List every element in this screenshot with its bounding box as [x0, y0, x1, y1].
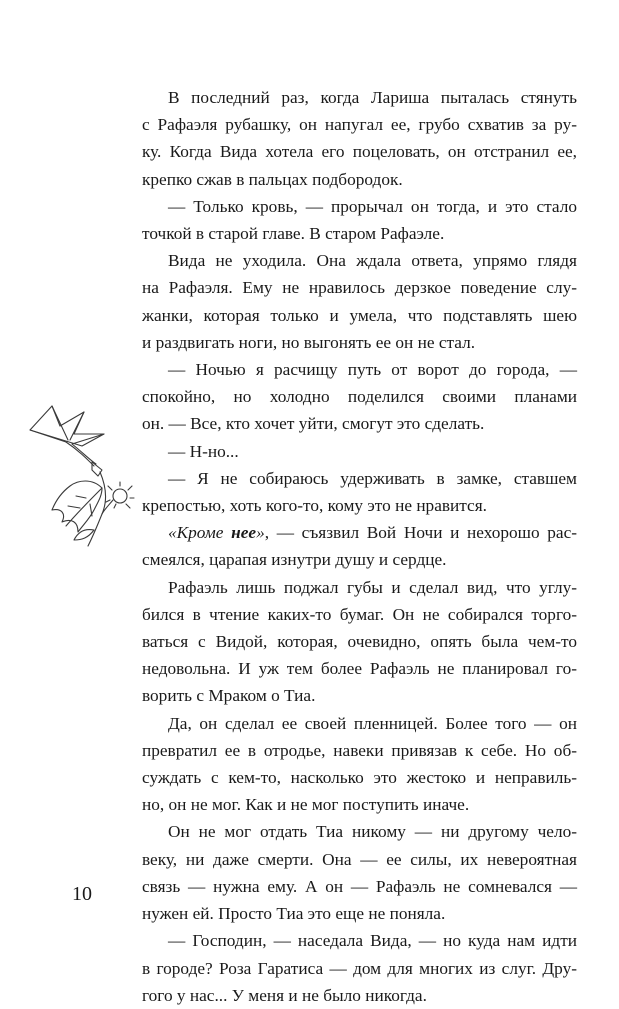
text-line: веку, ни даже смерти. Она — ее силы, их невероятная	[142, 849, 577, 869]
text-line-rest: , — съязвил Вой Ночи и нехорошо рас-	[264, 523, 578, 543]
text-line: гого у нас... У меня и не было никогда.	[142, 985, 427, 1005]
text-line: ворить с Мраком о Тиа.	[142, 686, 316, 706]
paragraph	[142, 465, 577, 519]
paragraph	[142, 818, 577, 927]
paragraph	[142, 247, 577, 356]
text-line: на Рафаэля. Ему не нравилось дерзкое поведение слу-	[142, 278, 577, 298]
text-line: — Только кровь, — прорычал он тогда, и это стало	[168, 196, 577, 216]
text-line: Он не мог отдать Тиа никому — ни другому чело-	[168, 822, 577, 842]
text-line: крепко сжав в пальцах подбородок.	[142, 169, 403, 189]
text-line: связь — нужна ему. А он — Рафаэль не сомневался —	[142, 876, 577, 896]
text-line: крепостью, хоть кого-то, кому это не нравится.	[142, 496, 487, 516]
text-line: ваться с Видой, которая, очевидно, опять была чем-то	[142, 632, 577, 652]
text-line: ку. Когда Вида хотела его поцеловать, он отстранил ее,	[142, 142, 577, 162]
text-line: Да, он сделал ее своей пленницей. Более того — он	[168, 713, 577, 733]
text-line: но, он не мог. Как и не мог поступить иначе.	[142, 795, 470, 815]
datura-flower-icon	[22, 400, 142, 550]
text-line: бился в чтение каких-то бумаг. Он не собирался торго-	[142, 604, 577, 624]
text-line: — Господин, — наседала Вида, — но куда нам идти	[168, 931, 577, 951]
text-line: спокойно, но холодно поделился своими планами	[142, 387, 577, 407]
text-line: нужен ей. Просто Тиа это еще не поняла.	[142, 904, 446, 924]
text-line: смеялся, царапая изнутри душу и сердце.	[142, 550, 447, 570]
text-line: и раздвигать ноги, но выгонять ее он не стал.	[142, 332, 476, 352]
emphasis-quote	[168, 523, 265, 542]
text-line: в городе? Роза Гаратиса — дом для многих из слуг. Дру-	[142, 958, 577, 978]
paragraph	[142, 519, 577, 573]
emphasis-close: »	[256, 523, 265, 543]
text-line: — Н-но...	[168, 441, 239, 461]
emphasis-open: «Кроме	[168, 523, 232, 543]
text-line: он. — Все, кто хочет уйти, смогут это сделать.	[142, 414, 485, 434]
paragraph	[142, 927, 577, 1009]
text-line	[142, 519, 577, 546]
page-number: 10	[72, 883, 92, 905]
paragraph	[142, 356, 577, 438]
paragraph	[142, 710, 577, 819]
emphasis-bold: нее	[231, 523, 257, 543]
paragraph	[142, 84, 577, 193]
text-line: — Я не собираюсь удерживать в замке, ставшем	[168, 468, 577, 488]
text-line: Рафаэль лишь поджал губы и сделал вид, что углу-	[168, 577, 577, 597]
paragraph	[142, 193, 577, 247]
text-line: точкой в старой главе. В старом Рафаэле.	[142, 224, 445, 244]
text-line: превратил ее в отродье, навеки привязав к себе. Но об-	[142, 740, 577, 760]
paragraph	[142, 438, 577, 465]
text-line: недовольна. И уж тем более Рафаэль не планировал го-	[142, 659, 577, 679]
text-line: В последний раз, когда Лариша пыталась стянуть	[168, 88, 577, 107]
text-line: жанки, которая только и умела, что подставлять шею	[142, 305, 577, 325]
paragraph	[142, 574, 577, 710]
text-line: с Рафаэля рубашку, он напугал ее, грубо схватив за ру-	[142, 115, 577, 135]
text-line: Вида не уходила. Она ждала ответа, упрямо глядя	[168, 251, 577, 271]
body-text	[142, 84, 577, 1009]
text-line: — Ночью я расчищу путь от ворот до города, —	[168, 360, 577, 380]
text-line: суждать с кем-то, насколько это жестоко и неправиль-	[142, 768, 577, 788]
